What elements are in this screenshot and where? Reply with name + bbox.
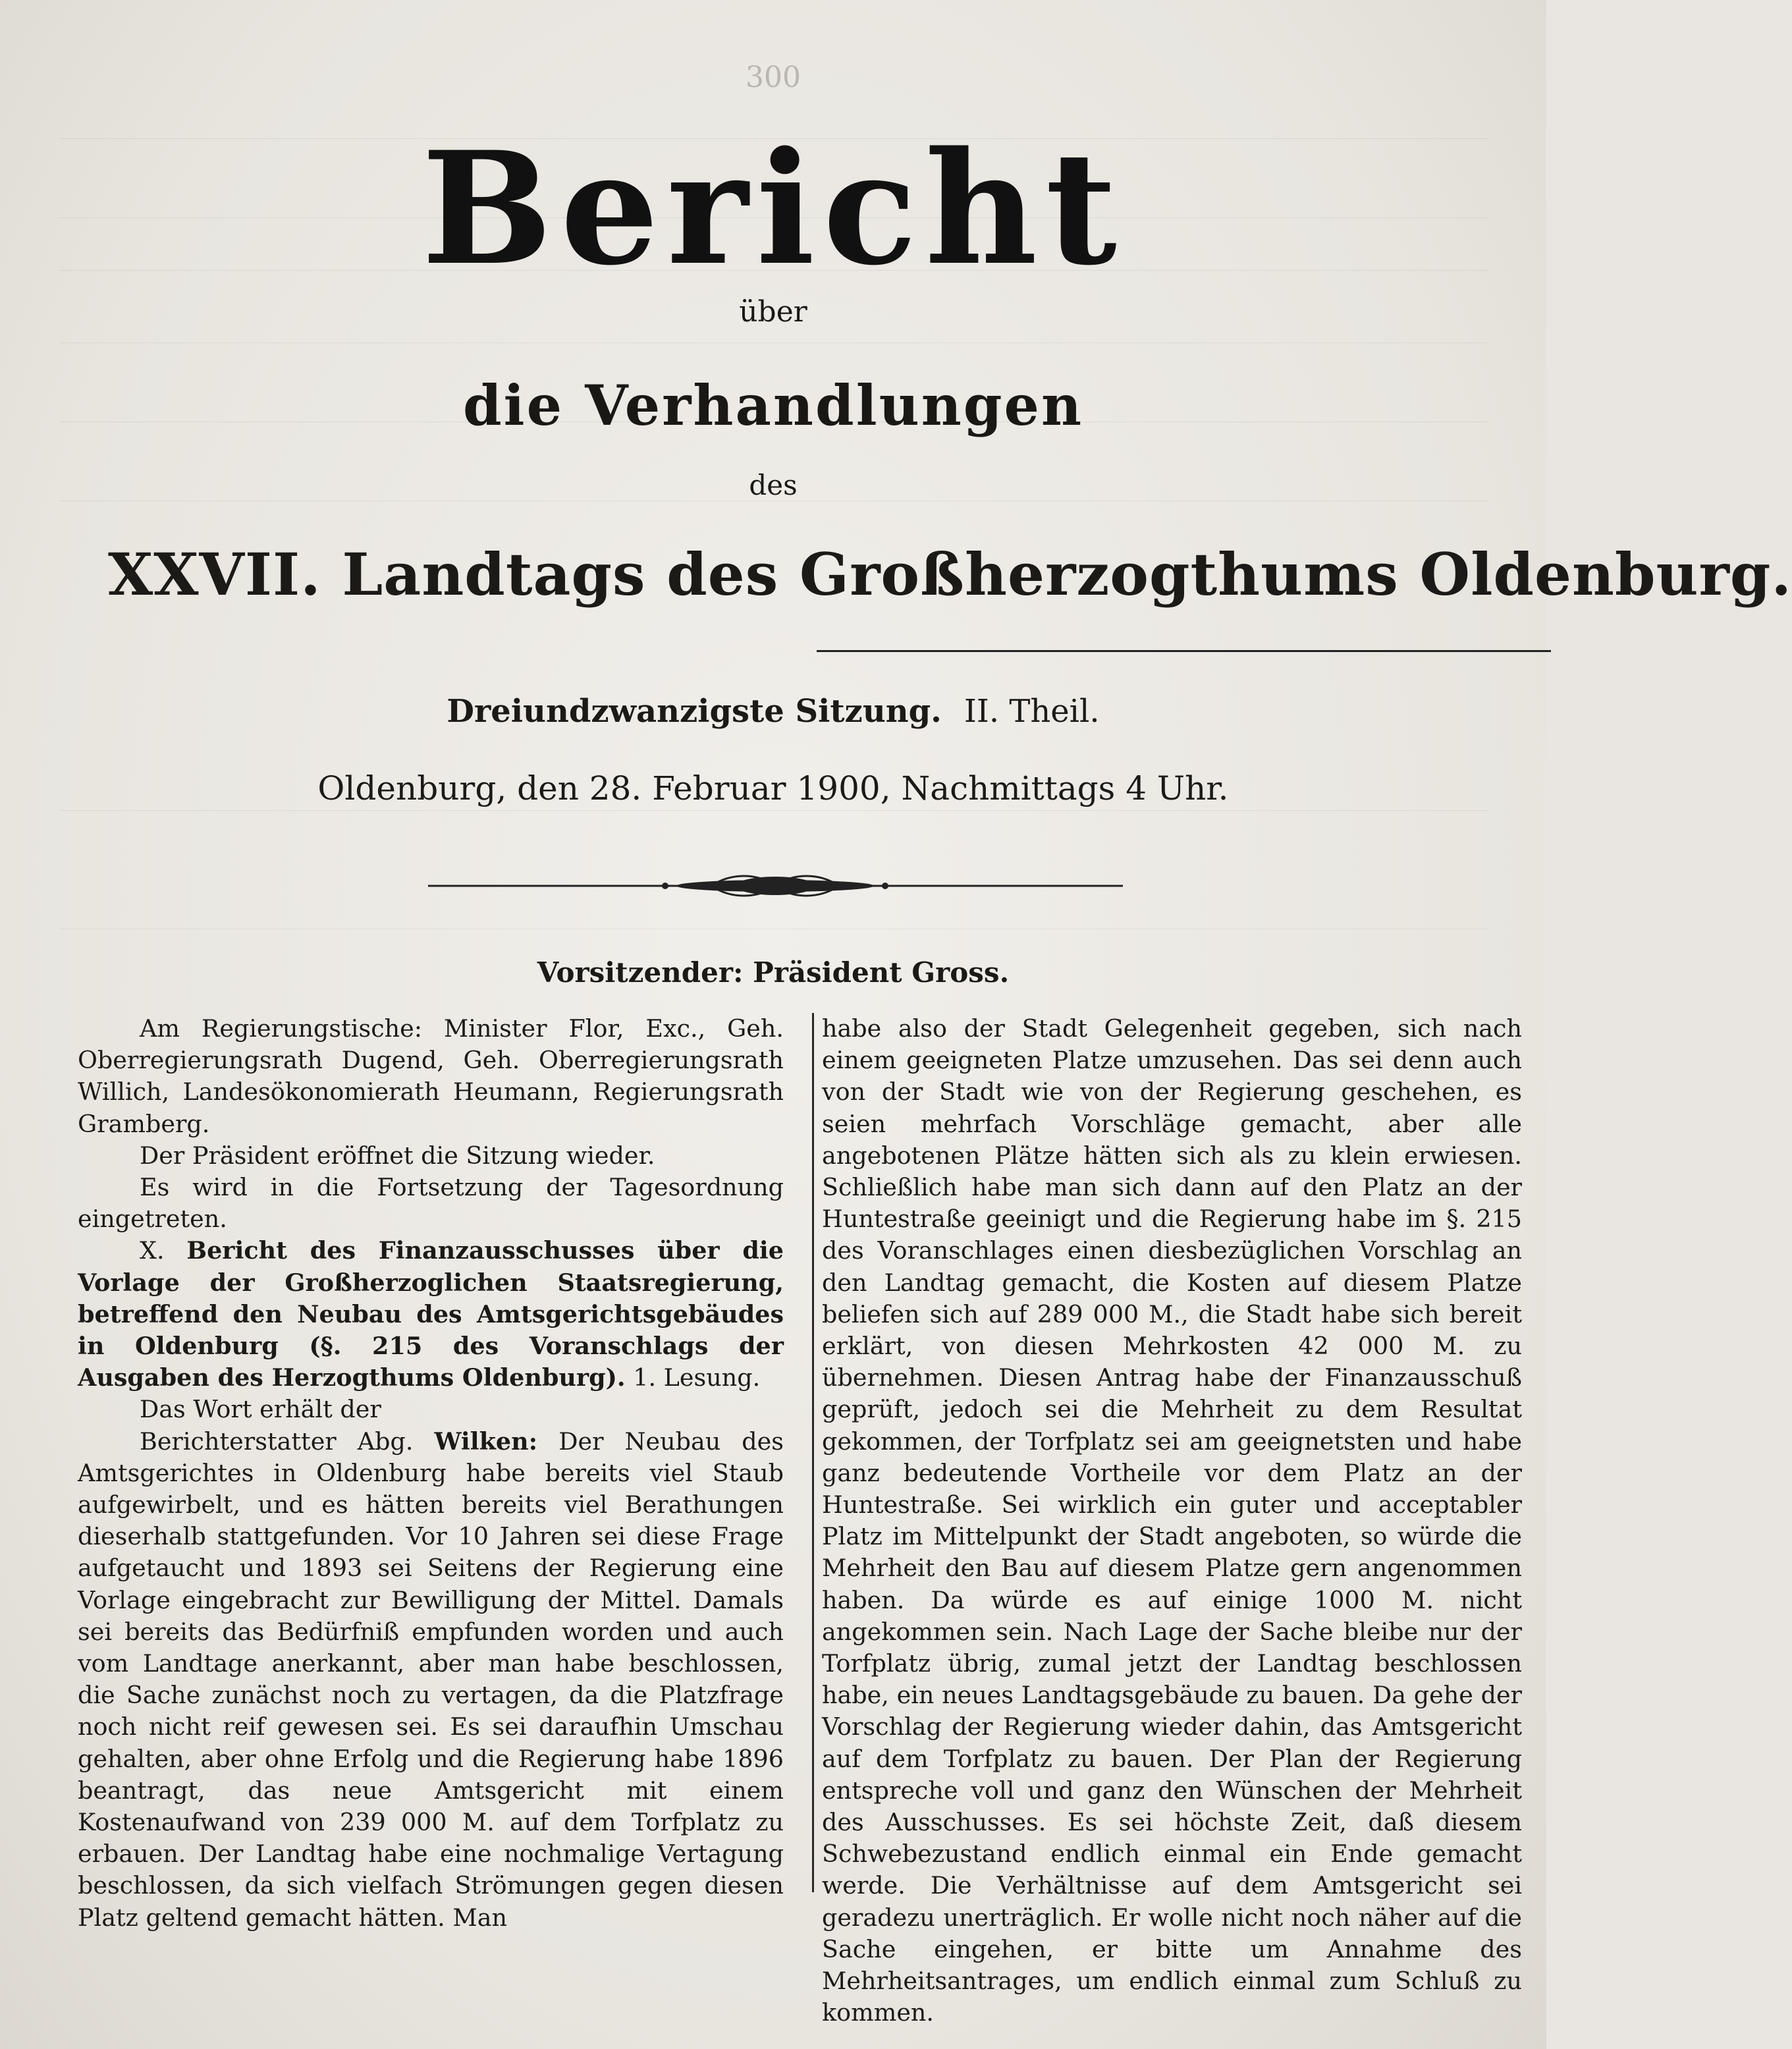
divider-rule xyxy=(817,650,1551,652)
session-part: II. Theil. xyxy=(964,693,1100,730)
title-uber: über xyxy=(739,295,807,329)
page-number: 300 xyxy=(746,61,801,94)
rapporteur-speech xyxy=(78,1426,784,1934)
agenda-continues: Es wird in die Fortsetzung der Tagesordnung eingetreten. xyxy=(78,1173,784,1234)
reading-label: 1. Lesung. xyxy=(633,1363,761,1392)
speech-continuation: habe also der Stadt Gelegenheit gegeben, sich nach einem geeigneten Platze umzusehen. Das sei denn auch von der Stadt wie von der Regierung geschehen, es seien mehrfach Vorschläge gemacht, aber alle angebotenen Plätze hätten sich als zu klein erwiesen. Schließlich habe man sich dann auf den Platz an der Huntestraße geeinigt und die Regierung habe im §. 215 des Voranschlages einen diesbezüglichen Vorschlag an den Landtag gemacht, die Kosten auf diesem Platze beliefen sich auf 289 000 M., die Stadt habe sich bereit erklärt, von diesen Mehrkosten 42 000 M. zu übernehmen. Diesen Antrag habe der Finanzausschuß geprüft, jedoch sei die Mehrheit zu dem Resultat gekommen, der Torfplatz sei am geeignetsten und habe ganz bedeutende Vortheile vor dem Platz an der Huntestraße. Sei wirklich ein guter und acceptabler Platz im Mittelpunkt der Stadt angeboten, so würde die Mehrheit den Bau auf diesem Platze gern angenommen haben. Da würde es auf einige 1000 M. nicht angekommen sein. Nach Lage der Sache bleibe nur der Torfplatz übrig, zumal jetzt der Landtag beschlossen habe, ein neues Landtagsgebäude zu bauen. Da gehe der Vorschlag der Regierung wieder dahin, das Amtsgericht auf dem Torfplatz zu bauen. Der Plan der Regierung entspreche voll und ganz den Wünschen der Mehrheit des Ausschusses. Es sei höchste Zeit, daß diesem Schwebezustand endlich einmal ein Ende gemacht werde. Die Verhältnisse auf dem Amtsgericht sei geradezu unerträglich. Er wolle nicht noch näher auf die Sache eingehen, er bitte um Annahme des Mehrheitsantrages, um endlich einmal zum Schluß zu kommen. xyxy=(822,1014,1522,2027)
agenda-item-title: Bericht des Finanzausschusses über die Vorlage der Großherzoglichen Staatsregierung, betreffend den Neubau des Amtsgerichtsgebäudes in Oldenburg (§. 215 des Voranschlags der Ausgaben des Herzogthums Oldenburg). xyxy=(78,1236,784,1392)
chairman-line: Vorsitzender: Präsident Gross. xyxy=(537,956,1010,989)
column-divider xyxy=(812,1013,814,1892)
attendees-paragraph: Am Regierungstische: Minister Flor, Exc., Geh. Oberregierungsrath Dugend, Geh. Oberregierungsrath Willich, Landesökonomierath Heumann, Regierungsrath Gramberg. xyxy=(78,1014,784,1138)
title-des: des xyxy=(749,469,798,501)
left-column xyxy=(78,1013,784,1934)
floor-given: Das Wort erhält der xyxy=(140,1395,381,1424)
agenda-item-number: X. xyxy=(140,1236,165,1265)
dateline: Oldenburg, den 28. Februar 1900, Nachmittags 4 Uhr. xyxy=(317,769,1229,807)
landtag-heading: XXVII. Landtags des Großherzogthums Oldenburg. xyxy=(108,540,1792,609)
right-column xyxy=(822,1013,1522,2029)
title-verhandlungen: die Verhandlungen xyxy=(462,373,1084,438)
president-reopens: Der Präsident eröffnet die Sitzung wieder. xyxy=(140,1141,655,1170)
session-heading xyxy=(0,693,1546,730)
report-title: Bericht xyxy=(421,118,1125,300)
rapporteur-name: Wilken: xyxy=(434,1427,538,1456)
rapporteur-text: Der Neubau des Amtsgerichtes in Oldenburg habe bereits viel Staub aufgewirbelt, und es hätten bereits viel Berathungen dieserhalb stattgefunden. Vor 10 Jahren sei diese Frage aufgetaucht und 1893 sei Seitens der Regierung eine Vorlage eingebracht zur Bewilligung der Mittel. Damals sei bereits das Bedürfniß empfunden worden und auch vom Landtage anerkannt, aber man habe beschlossen, die Sache zunächst noch zu vertagen, da die Platzfrage noch nicht reif gewesen sei. Es sei daraufhin Umschau gehalten, aber ohne Erfolg und die Regierung habe 1896 beantragt, das neue Amtsgericht mit einem Kostenaufwand von 239 000 M. auf dem Torfplatz zu erbauen. Der Landtag habe eine nochmalige Vertagung beschlossen, da sich vielfach Strömungen gegen diesen Platz geltend gemacht hätten. Man xyxy=(78,1427,784,1932)
rapporteur-lead: Berichterstatter Abg. xyxy=(140,1427,414,1456)
ornament-rule-icon xyxy=(428,869,1123,902)
session-number: Dreiundzwanzigste Sitzung. xyxy=(447,693,942,730)
agenda-item-x xyxy=(78,1235,784,1394)
